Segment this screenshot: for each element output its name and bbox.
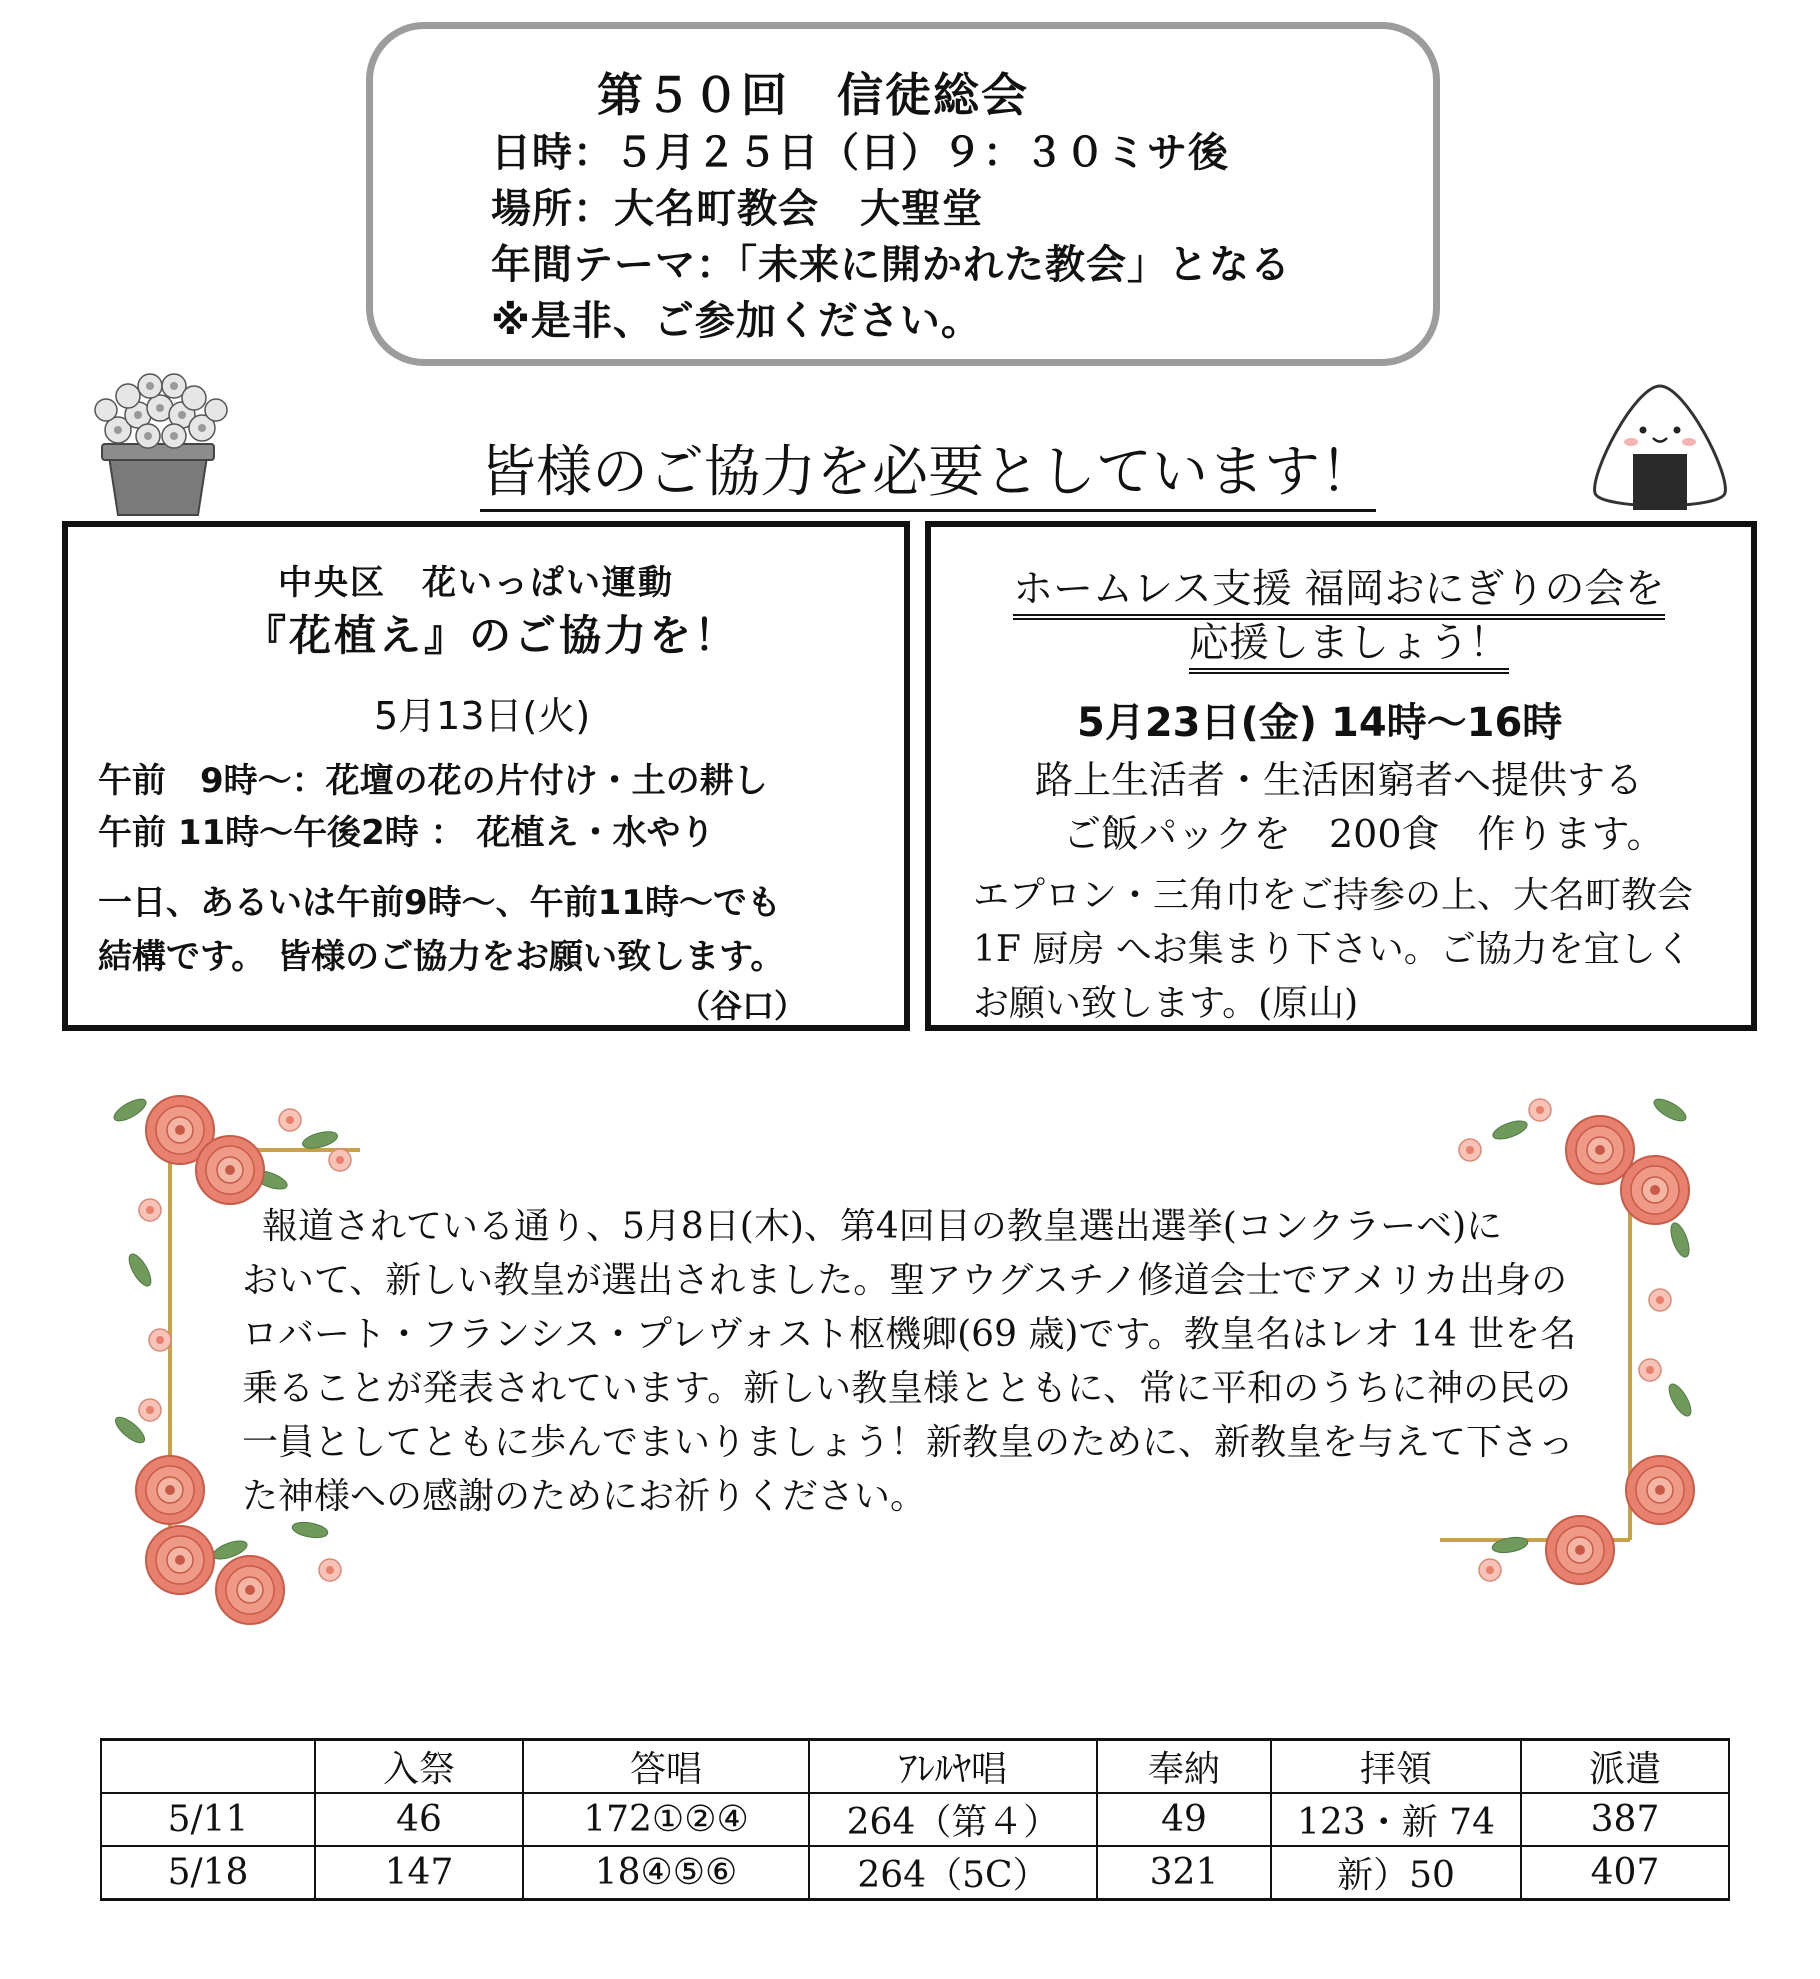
onigiri-support-box <box>925 521 1757 1031</box>
onigiri-body-2: 1F 厨房 へお集まり下さい。ご協力を宜しく <box>973 929 1692 970</box>
assembly-date: 日時：５月２５日（日）９：３０ミサ後 <box>491 130 1229 176</box>
assembly-note: ※是非、ご参加ください。 <box>491 298 982 344</box>
hymn-table <box>100 1738 1730 1901</box>
table-cell: 264（5C） <box>809 1846 1097 1900</box>
table-header: 答唱 <box>523 1740 809 1794</box>
table-cell: 123・新 74 <box>1271 1793 1521 1846</box>
table-cell: 18④⑤⑥ <box>523 1846 809 1900</box>
flower-planting-box <box>62 521 910 1031</box>
onigiri-title-2: 応援しましょう！ <box>1189 611 1509 668</box>
flower-schedule-1: 午前 9時～：花壇の花の片付け・土の耕し <box>98 761 768 801</box>
flower-pot-icon <box>78 360 238 520</box>
table-cell: 321 <box>1097 1846 1271 1900</box>
table-cell: 264（第４） <box>809 1793 1097 1846</box>
flower-date: 5月13日(火) <box>374 694 591 738</box>
table-header <box>101 1740 315 1794</box>
pope-line-4: 乗ることが発表されています。新しい教皇様とともに、常に平和のうちに神の民の <box>242 1368 1572 1409</box>
flower-body-1: 一日、あるいは午前9時～、午前11時～でも <box>98 883 781 923</box>
table-row <box>101 1846 1729 1900</box>
flower-title: 『花植え』のご協力を！ <box>244 611 740 660</box>
table-cell: 387 <box>1521 1793 1729 1846</box>
table-header: 派遣 <box>1521 1740 1729 1794</box>
table-header: 入祭 <box>315 1740 523 1794</box>
table-cell: 407 <box>1521 1846 1729 1900</box>
table-cell: 5/18 <box>101 1846 315 1900</box>
appeal-heading: 皆様のご協力を必要としています！ <box>480 428 1350 508</box>
table-cell: 49 <box>1097 1793 1271 1846</box>
table-cell: 147 <box>315 1846 523 1900</box>
onigiri-desc-1: 路上生活者・生活困窮者へ提供する <box>1035 758 1644 802</box>
table-row <box>101 1793 1729 1846</box>
pope-line-6: た神様への感謝のためにお祈りください。 <box>242 1476 927 1517</box>
table-header: ｱﾚﾙﾔ唱 <box>809 1740 1097 1794</box>
general-assembly-box <box>366 22 1440 366</box>
assembly-place: 場所：大名町教会 大聖堂 <box>491 186 983 232</box>
onigiri-body-3: お願い致します。(原山) <box>973 983 1359 1024</box>
onigiri-body-1: エプロン・三角巾をご持参の上、大名町教会 <box>973 875 1694 916</box>
onigiri-desc-2: ご飯パックを 200食 作ります。 <box>1063 812 1665 856</box>
flower-signature: （谷口） <box>678 987 807 1025</box>
table-header: 奉納 <box>1097 1740 1271 1794</box>
pope-line-2: おいて、新しい教皇が選出されました。聖アウグスチノ修道会士でアメリカ出身の <box>242 1260 1568 1301</box>
table-cell: 172①②④ <box>523 1793 809 1846</box>
onigiri-icon <box>1585 378 1735 518</box>
pope-line-5: 一員としてともに歩んでまいりましょう！新教皇のために、新教皇を与えて下さっ <box>242 1422 1575 1463</box>
table-cell: 新）50 <box>1271 1846 1521 1900</box>
pope-line-1: 報道されている通り、5月8日(木)、第4回目の教皇選出選挙(コンクラーベ)に <box>262 1206 1503 1247</box>
onigiri-title-1: ホームレス支援 福岡おにぎりの会を <box>1013 557 1665 614</box>
onigiri-date: 5月23日(金) 14時～16時 <box>1077 700 1563 746</box>
table-header-row <box>101 1740 1729 1794</box>
assembly-theme: 年間テーマ：「未来に開かれた教会」となる <box>491 242 1291 288</box>
flower-body-2: 結構です。 皆様のご協力をお願い致します。 <box>98 937 785 977</box>
table-cell: 46 <box>315 1793 523 1846</box>
flower-subtitle: 中央区 花いっぱい運動 <box>278 563 674 603</box>
table-cell: 5/11 <box>101 1793 315 1846</box>
table-header: 拝領 <box>1271 1740 1521 1794</box>
flower-schedule-2: 午前 11時～午後2時 ： 花植え・水やり <box>98 813 715 853</box>
pope-line-3: ロバート・フランシス・プレヴォスト枢機卿(69 歳)です。教皇名はレオ 14 世を名 <box>242 1314 1577 1355</box>
assembly-title: 第５０回 信徒総会 <box>597 68 1029 122</box>
